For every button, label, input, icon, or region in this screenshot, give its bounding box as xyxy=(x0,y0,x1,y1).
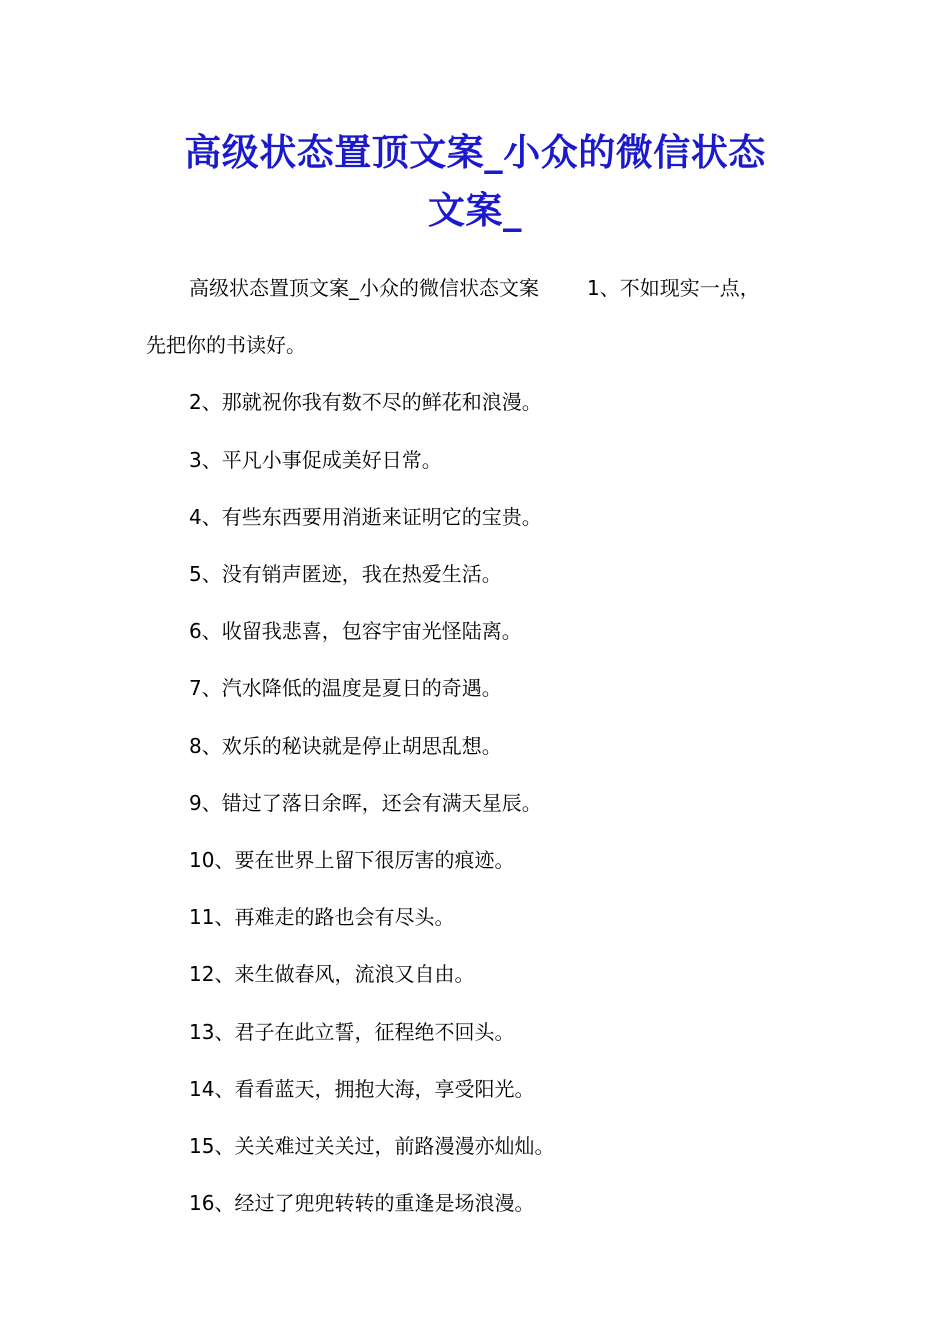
intro-paragraph xyxy=(146,260,836,374)
title-line-2: 文案_ xyxy=(428,189,522,232)
list-item: 12、来生做春风，流浪又自由。 xyxy=(189,962,475,987)
list-item: 2、那就祝你我有数不尽的鲜花和浪漫。 xyxy=(189,390,542,415)
intro-first-item: 1、不如现实一点， xyxy=(587,276,760,300)
list-item: 3、平凡小事促成美好日常。 xyxy=(189,447,442,472)
list-item: 14、看看蓝天，拥抱大海，享受阳光。 xyxy=(189,1076,535,1101)
intro-continuation: 先把你的书读好。 xyxy=(146,333,306,358)
list-item: 8、欢乐的秘诀就是停止胡思乱想。 xyxy=(189,733,502,758)
list-item: 7、汽水降低的温度是夏日的奇遇。 xyxy=(189,676,502,701)
list-item: 5、没有销声匿迹，我在热爱生活。 xyxy=(189,562,502,587)
title-line-1: 高级状态置顶文案_小众的微信状态 xyxy=(184,131,766,174)
intro-lead: 高级状态置顶文案_小众的微信状态文案 xyxy=(189,276,539,300)
list-item: 9、错过了落日余晖，还会有满天星辰。 xyxy=(189,790,542,815)
list-item: 15、关关难过关关过，前路漫漫亦灿灿。 xyxy=(189,1134,555,1159)
list-item: 4、有些东西要用消逝来证明它的宝贵。 xyxy=(189,504,542,529)
list-item: 11、再难走的路也会有尽头。 xyxy=(189,905,455,930)
list-item: 6、收留我悲喜，包容宇宙光怪陆离。 xyxy=(189,619,522,644)
list-item: 10、要在世界上留下很厉害的痕迹。 xyxy=(189,848,515,873)
list-item: 16、经过了兜兜转转的重逢是场浪漫。 xyxy=(189,1191,535,1216)
list-item: 13、君子在此立誓，征程绝不回头。 xyxy=(189,1019,515,1044)
document-title xyxy=(100,124,850,240)
document-body xyxy=(146,260,836,1232)
